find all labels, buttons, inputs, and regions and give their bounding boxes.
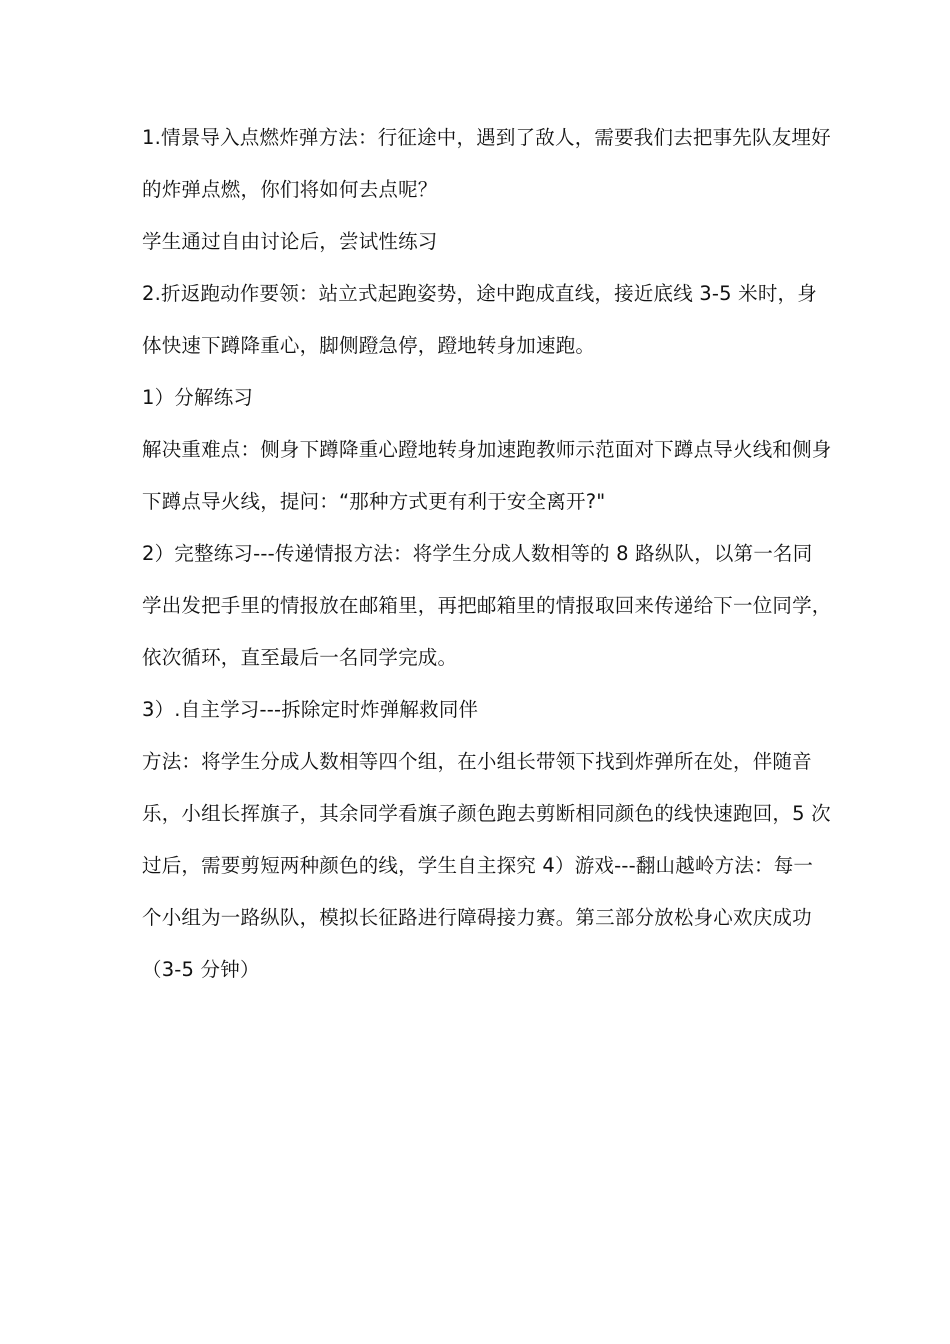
- paragraph-breakdown-practice: 1）分解练习: [142, 386, 254, 409]
- paragraph-student-discussion: 学生通过自由讨论后，尝试性练习: [142, 230, 438, 253]
- paragraph-self-study: 3）.自主学习---拆除定时炸弹解救同伴: [142, 698, 479, 721]
- paragraph-method-game: 方法：将学生分成人数相等四个组，在小组长带领下找到炸弹所在处，伴随音乐，小组长挥旗子，其余同学看旗子颜色跑去剪断相同颜色的线快速跑回，5 次过后，需要剪短两种颜色的线，学生自主探究 4）游戏---翻山越岭方法：每一个小组为一路纵队，模拟长征路进行障碍接力赛。第三部分放松身心欢庆成功（3-5 分钟）: [142, 750, 831, 981]
- paragraph-complete-practice: 2）完整练习---传递情报方法：将学生分成人数相等的 8 路纵队，以第一名同学出发把手里的情报放在邮箱里，再把邮箱里的情报取回来传递给下一位同学，依次循环，直至最后一名同学完成。: [142, 542, 832, 669]
- paragraph-intro-bomb: 1.情景导入点燃炸弹方法：行征途中，遇到了敌人，需要我们去把事先队友埋好的炸弹点燃，你们将如何去点呢？: [142, 126, 831, 201]
- document-body: [142, 112, 832, 996]
- paragraph-shuttle-run: 2.折返跑动作要领：站立式起跑姿势，途中跑成直线，接近底线 3-5 米时，身体快速下蹲降重心，脚侧蹬急停，蹬地转身加速跑。: [142, 282, 817, 357]
- paragraph-key-difficulties: 解决重难点：侧身下蹲降重心蹬地转身加速跑教师示范面对下蹲点导火线和侧身下蹲点导火线，提问：“那种方式更有利于安全离开?": [142, 438, 832, 513]
